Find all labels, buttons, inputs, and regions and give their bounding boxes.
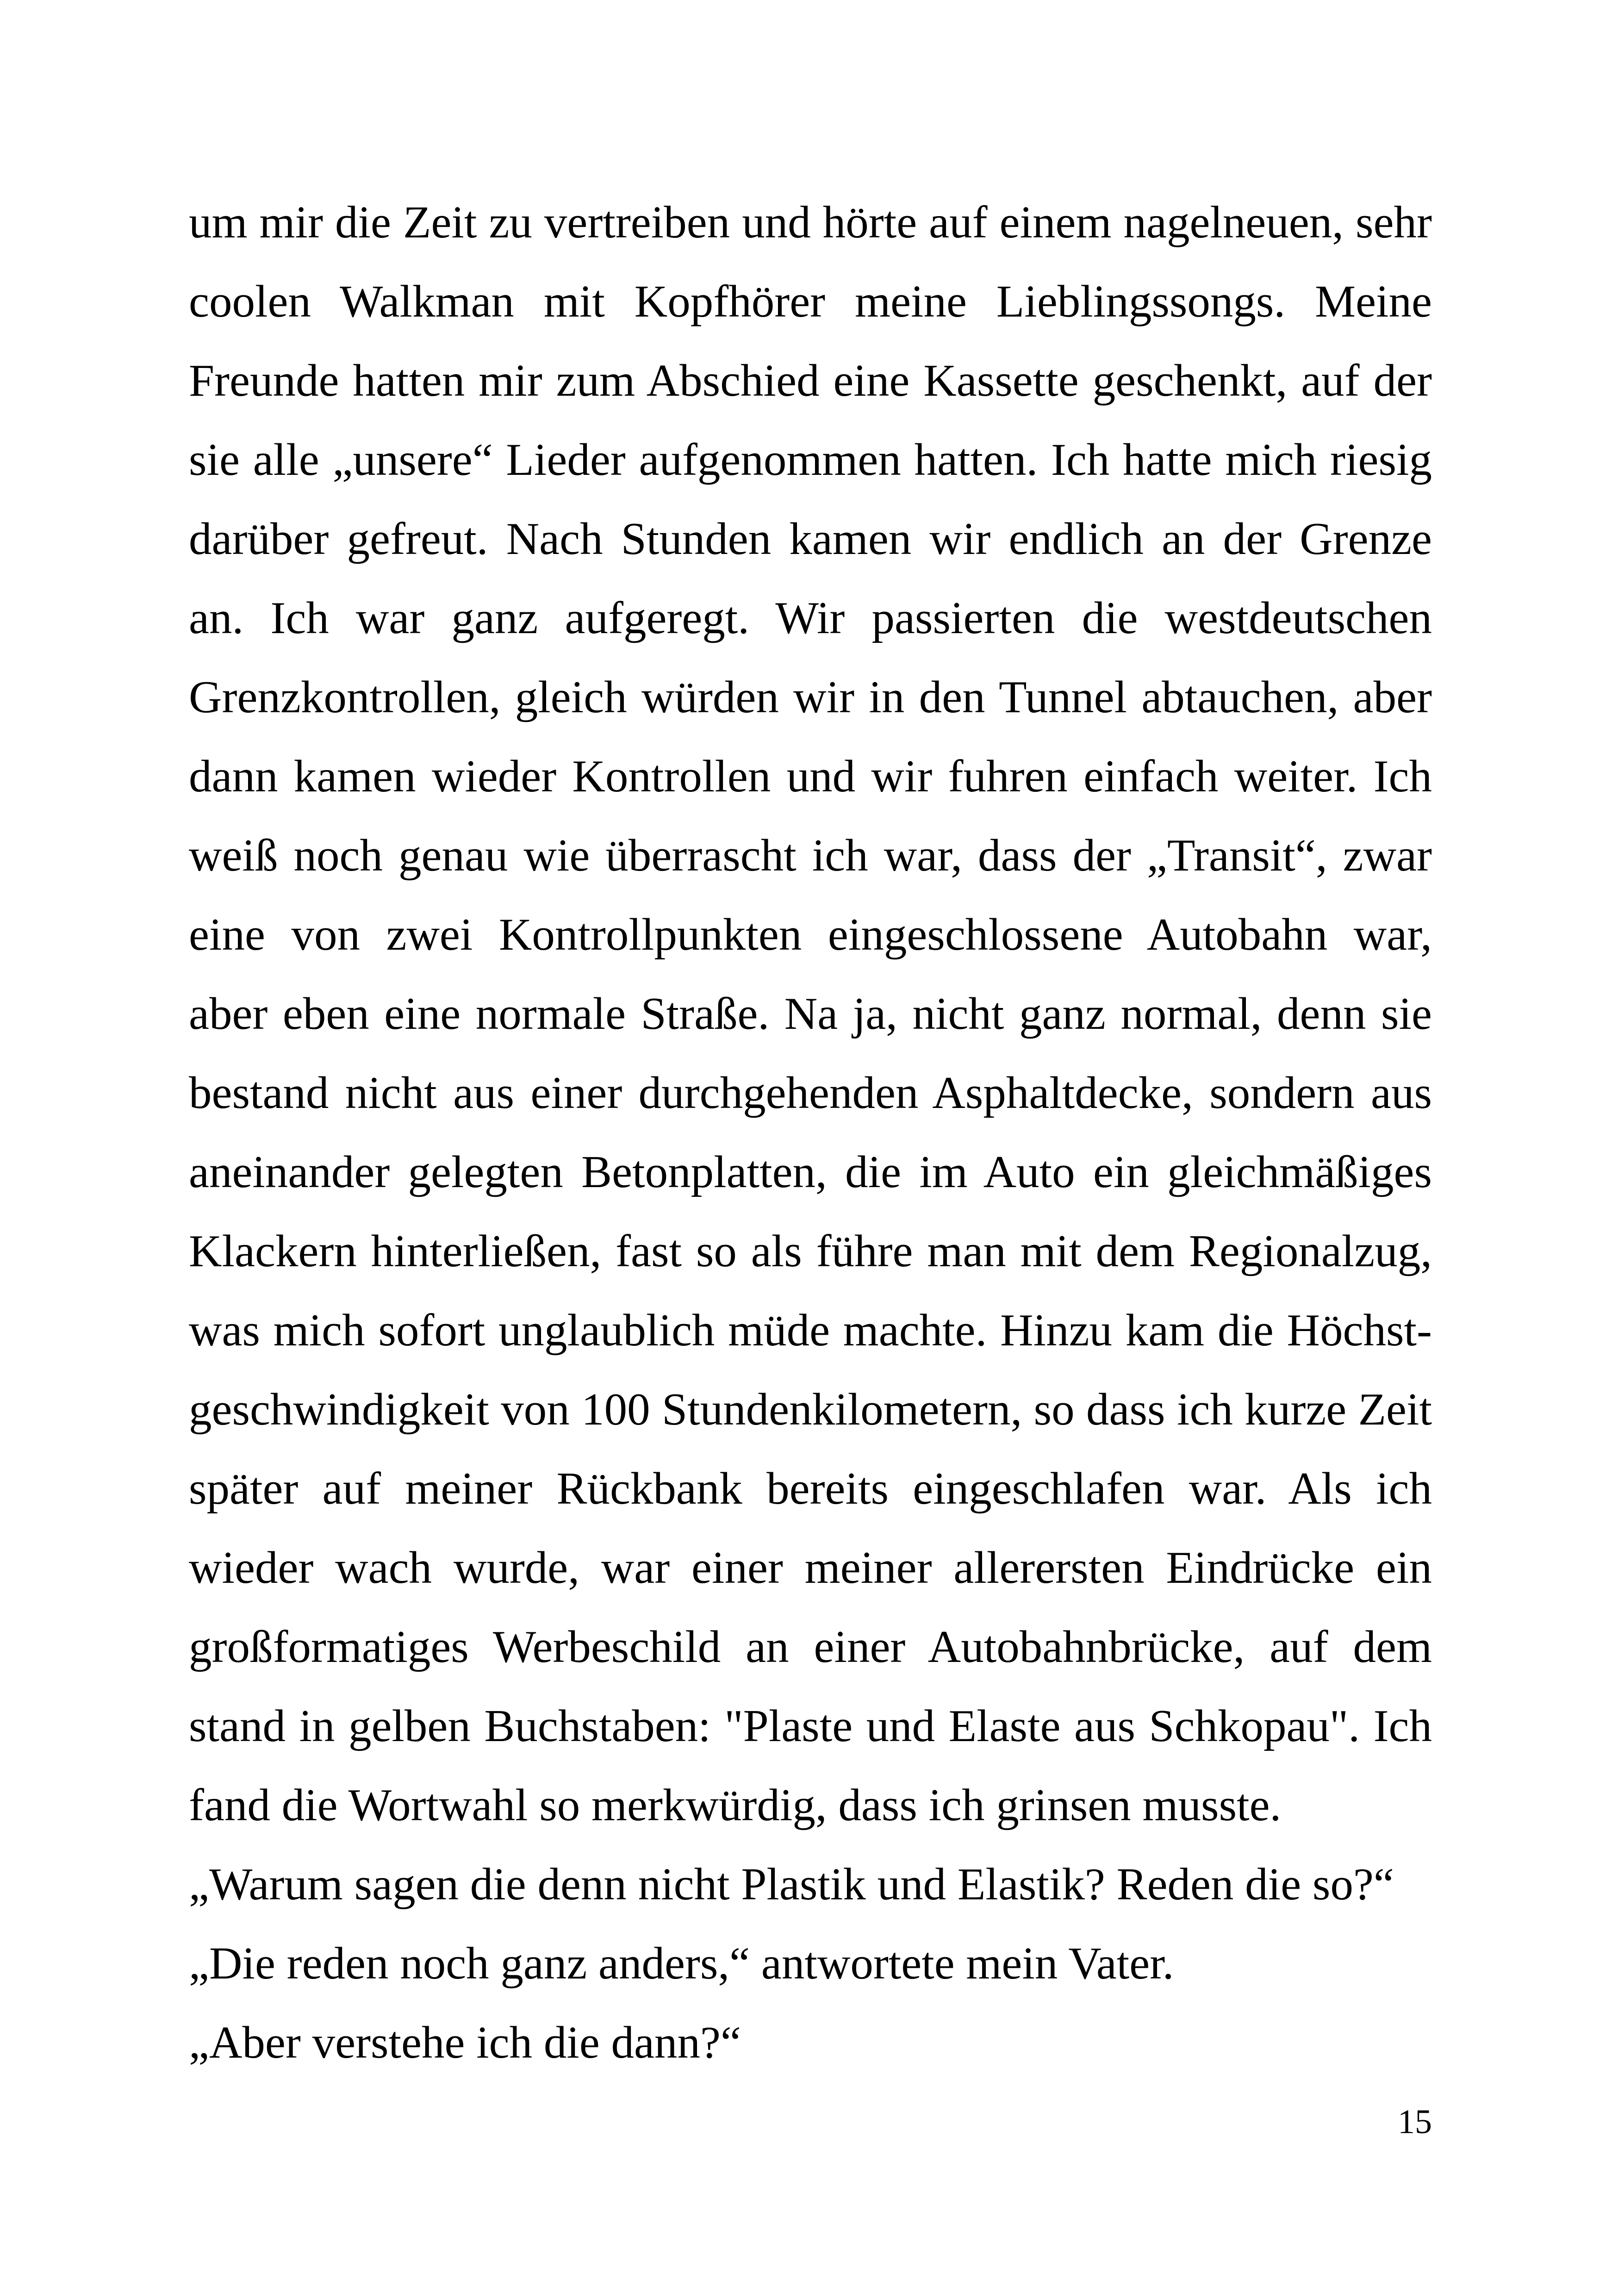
text-line: aneinander gelegten Betonplatten, die im Auto ein gleichmäßiges	[189, 1147, 1432, 1197]
dialogue-line: „Aber verstehe ich die dann?“	[189, 2017, 741, 2068]
page-number: 15	[1398, 2103, 1432, 2141]
text-line: Freunde hatten mir zum Abschied eine Kassette geschenkt, auf der	[189, 355, 1432, 406]
body-text	[189, 183, 1432, 2082]
dialogue-line: „Warum sagen die denn nicht Plastik und Elastik? Reden die so?“	[189, 1859, 1394, 1910]
text-line: um mir die Zeit zu vertreiben und hörte auf einem nagelneuen, sehr	[189, 197, 1432, 248]
text-line: Grenzkontrollen, gleich würden wir in den Tunnel abtauchen, aber	[189, 672, 1432, 722]
text-line: stand in gelben Buchstaben: "Plaste und Elaste aus Schkopau". Ich	[189, 1701, 1432, 1751]
text-line: weiß noch genau wie überrascht ich war, dass der „Transit“, zwar	[189, 830, 1432, 881]
text-line: bestand nicht aus einer durchgehenden Asphaltdecke, sondern aus	[189, 1068, 1432, 1118]
text-line: eine von zwei Kontrollpunkten eingeschlossene Autobahn war,	[189, 909, 1432, 960]
text-line: geschwindigkeit von 100 Stundenkilometern, so dass ich kurze Zeit	[189, 1384, 1432, 1435]
text-line: was mich sofort unglaublich müde machte. Hinzu kam die Höchst-	[189, 1305, 1432, 1356]
text-line: Klackern hinterließen, fast so als führe man mit dem Regionalzug,	[189, 1226, 1432, 1276]
text-line: sie alle „unsere“ Lieder aufgenommen hatten. Ich hatte mich riesig	[189, 435, 1432, 485]
text-line: aber eben eine normale Straße. Na ja, nicht ganz normal, denn sie	[189, 989, 1432, 1039]
text-line: darüber gefreut. Nach Stunden kamen wir endlich an der Grenze	[189, 514, 1432, 564]
text-line: an. Ich war ganz aufgeregt. Wir passierten die westdeutschen	[189, 593, 1432, 643]
text-line: später auf meiner Rückbank bereits eingeschlafen war. Als ich	[189, 1463, 1432, 1514]
text-line: wieder wach wurde, war einer meiner allerersten Eindrücke ein	[189, 1543, 1432, 1593]
text-line: großformatiges Werbeschild an einer Autobahnbrücke, auf dem	[189, 1622, 1432, 1672]
dialogue-line: „Die reden noch ganz anders,“ antwortete mein Vater.	[189, 1938, 1174, 1989]
text-line: dann kamen wieder Kontrollen und wir fuhren einfach weiter. Ich	[189, 751, 1432, 802]
text-line: coolen Walkman mit Kopfhörer meine Lieblingssongs. Meine	[189, 276, 1432, 327]
text-line: fand die Wortwahl so merkwürdig, dass ich grinsen musste.	[189, 1780, 1282, 1830]
